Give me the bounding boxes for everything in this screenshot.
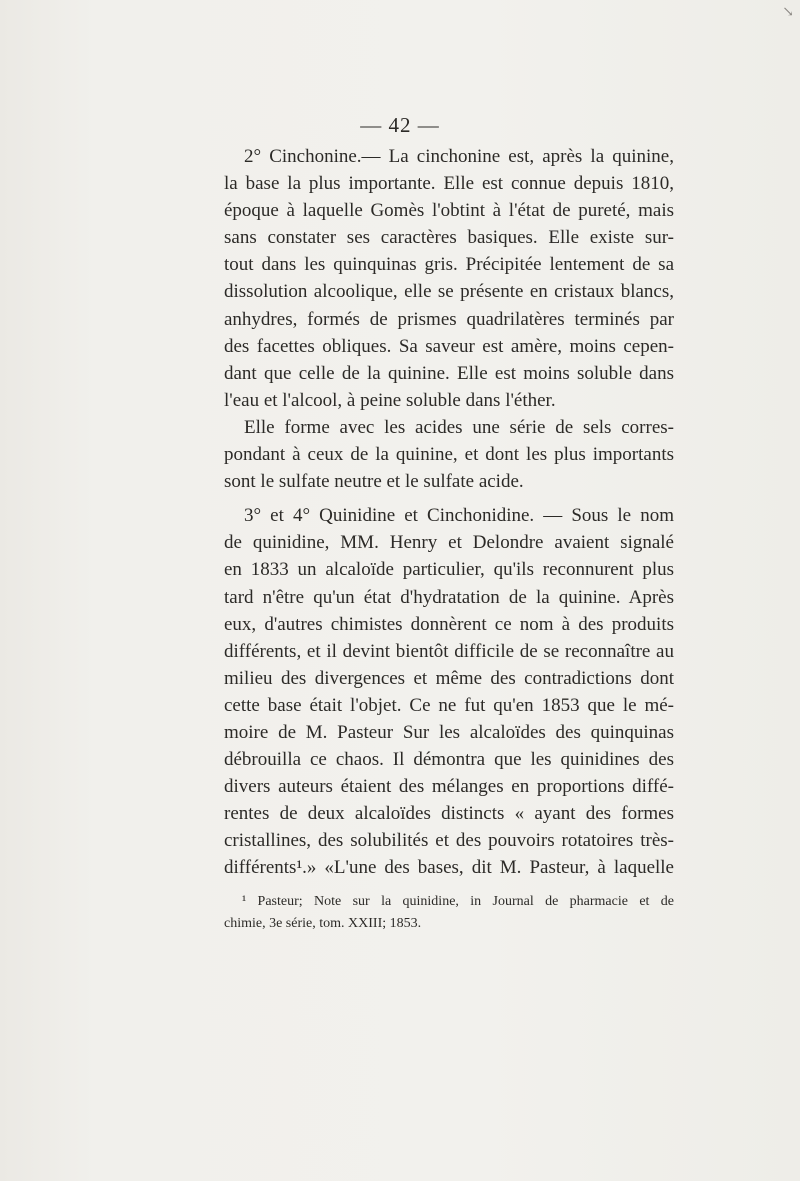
- text-line: des facettes obliques. Sa saveur est amère, moins cepen-: [224, 335, 674, 357]
- page-number: — 42 —: [360, 113, 440, 137]
- text-line: tard n'être qu'un état d'hydratation de la quinine. Après: [224, 586, 674, 608]
- footnote: [224, 891, 674, 935]
- text-line: anhydres, formés de prismes quadrilatères terminés par: [224, 308, 674, 330]
- text-line: époque à laquelle Gomès l'obtint à l'état de pureté, mais: [224, 200, 674, 222]
- text-line: débrouilla ce chaos. Il démontra que les quinidines des: [224, 749, 674, 771]
- text-line: l'eau et l'alcool, à peine soluble dans l'éther.: [224, 389, 556, 411]
- text-line: la base la plus importante. Elle est connue depuis 1810,: [224, 173, 674, 195]
- text-line: différents, et il devint bientôt difficile de se reconnaître au: [224, 640, 674, 662]
- text-line: sans constater ses caractères basiques. Elle existe sur-: [224, 227, 674, 249]
- text-line: cette base était l'objet. Ce ne fut qu'en 1853 que le mé-: [224, 694, 674, 716]
- text-line: cristallines, des solubilités et des pouvoirs rotatoires très-: [224, 830, 674, 852]
- text-line: Elle forme avec les acides une série de sels corres-: [244, 416, 674, 438]
- text-line: de quinidine, MM. Henry et Delondre avaient signalé: [224, 532, 674, 554]
- footnote-line: chimie, 3e série, tom. XXIII; 1853.: [224, 916, 422, 931]
- text-line: tout dans les quinquinas gris. Précipitée lentement de sa: [224, 254, 674, 276]
- body-text: [224, 143, 674, 882]
- text-line: différents¹.» «L'une des bases, dit M. Pasteur, à laquelle: [224, 857, 674, 879]
- text-line: 2° Cinchonine.— La cinchonine est, après la quinine,: [244, 146, 674, 167]
- text-line: en 1833 un alcaloïde particulier, qu'ils reconnurent plus: [224, 559, 674, 581]
- text-line: eux, d'autres chimistes donnèrent ce nom à des produits: [224, 613, 674, 635]
- text-line: rentes de deux alcaloïdes distincts « ayant des formes: [224, 803, 674, 825]
- text-line: milieu des divergences et même des contradictions dont: [224, 667, 674, 689]
- paragraph-gap: [224, 495, 674, 502]
- text-line: pondant à ceux de la quinine, et dont les plus importants: [224, 444, 674, 466]
- text-line: sont le sulfate neutre et le sulfate acide.: [224, 471, 524, 493]
- text-line: 3° et 4° Quinidine et Cinchonidine. — Sous le nom: [244, 505, 674, 527]
- text-line: moire de M. Pasteur Sur les alcaloïdes des quinquinas: [224, 721, 674, 743]
- text-line: dant que celle de la quinine. Elle est moins soluble dans: [224, 362, 674, 384]
- corner-mark-icon: ↘: [782, 5, 794, 20]
- text-line: dissolution alcoolique, elle se présente en cristaux blancs,: [224, 281, 674, 303]
- footnote-line: ¹ Pasteur; Note sur la quinidine, in Journal de pharmacie et de: [242, 894, 674, 909]
- text-line: divers auteurs étaient des mélanges en proportions diffé-: [224, 776, 674, 798]
